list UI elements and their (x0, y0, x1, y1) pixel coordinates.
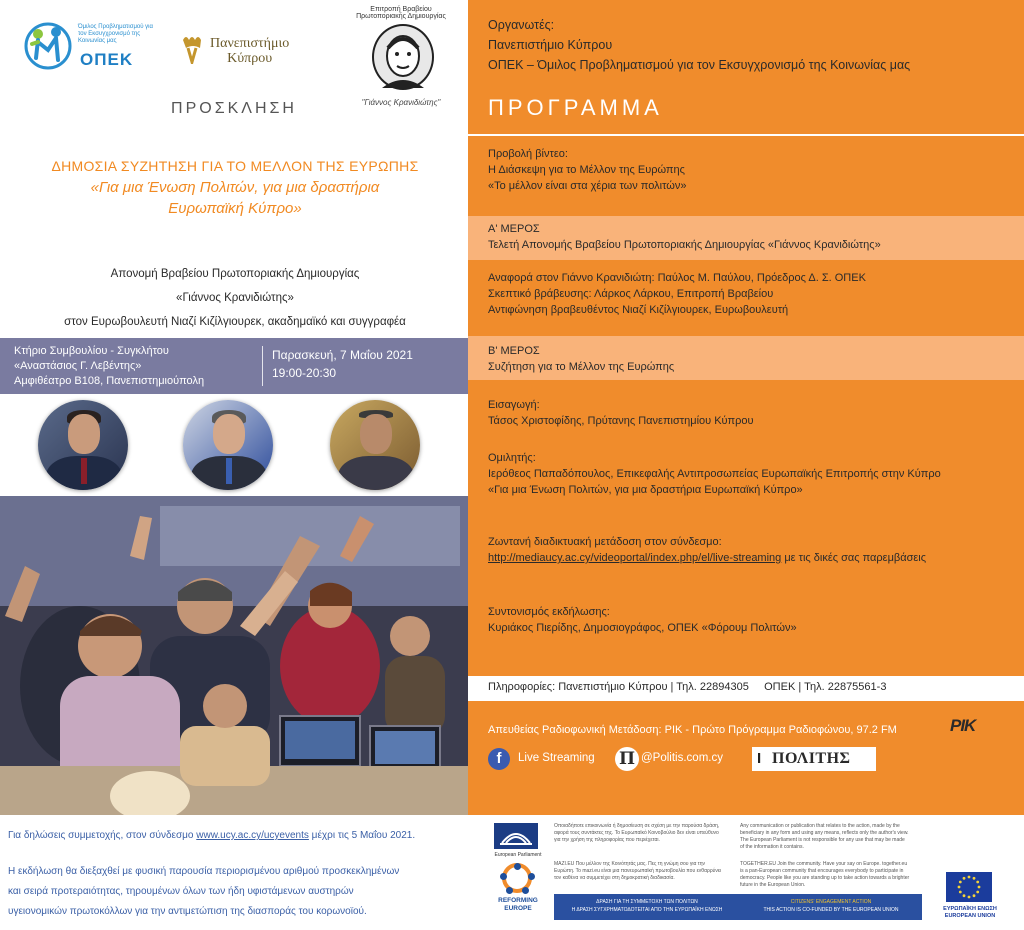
european-parliament-caption: European Parliament (494, 852, 542, 858)
award-line-3: στον Ευρωβουλευτή Νιαζί Κιζίλγιουρεκ, ακαδημαϊκό και συγγραφέα (64, 316, 406, 328)
venue-bar (0, 338, 468, 394)
part-a-detail-3: Αντιφώνηση βραβευθέντος Νιαζί Κιζίλγιουρεκ, Ευρωβουλευτή (488, 304, 789, 316)
speaker-person: Ιερόθεος Παπαδόπουλος, Επικεφαλής Αντιπροσωπείας Ευρωπαϊκής Επιτροπής στην Κύπρο (488, 468, 941, 480)
invitation-heading: ΠΡΟΣΚΛΗΣΗ (171, 100, 297, 117)
left-column (0, 0, 468, 815)
award-caption: "Γιάννος Κρανιδιώτης" (361, 98, 441, 107)
video-line-1: Η Διάσκεψη για το Μέλλον της Ευρώπης (488, 164, 685, 176)
conference-photo (0, 496, 468, 815)
together-eu-text: TOGETHER.EU Join the community. Have your say on Europe. together.eu is a pan-European community that encourages everybody to participate in democracy. People like you are standing up to take action towards a brighter future in the European Union. (740, 861, 910, 888)
event-title (20, 156, 450, 219)
disclaimer-english: Any communication or publication that relates to the action, made by the beneficiary in any form and using any means, reflects only the author's view. The European Parliament is not responsible for any use that may be made of the information it contains. (740, 823, 909, 850)
reforming-word: REFORMING (498, 897, 538, 904)
kranidiotis-award-logo (352, 6, 450, 112)
program-speaker (488, 450, 941, 498)
organizer-opek: ΟΠΕΚ – Όμιλος Προβληματισμού για τον Εκσυγχρονισμό της Κοινωνίας μας (488, 58, 911, 72)
politis-logo (752, 747, 876, 771)
info-phones: Πληροφορίες: Πανεπιστήμιο Κύπρου | Τηλ. 22894305 ΟΠΕΚ | Τηλ. 22875561-3 (488, 681, 887, 693)
event-subtitle-line1: «Για μια Ένωση Πολιτών, για μια δραστήρια (90, 179, 380, 196)
opek-people-icon (22, 20, 74, 72)
eu-flag-icon (946, 872, 992, 902)
speaker-label: Ομιλητής: (488, 452, 536, 464)
ucy-emblem-icon (180, 34, 206, 64)
speaker-photo-1 (38, 400, 128, 490)
europe-word: EUROPE (504, 905, 532, 912)
venue-divider (262, 346, 263, 386)
part-a-details (488, 270, 866, 318)
politis-pi-icon: Π (615, 747, 639, 771)
covid-line-3: υγειονομικών πρωτοκόλλων για την αντιμετώπιση της διασποράς του κορωνοϊού. (8, 906, 367, 917)
event-title-main: ΔΗΜΟΣΙΑ ΣΥΖΗΤΗΣΗ ΓΙΑ ΤΟ ΜΕΛΛΟΝ ΤΗΣ ΕΥΡΩΠΗΣ (51, 158, 419, 174)
venue-line-3: Αμφιθέατρο Β108, Πανεπιστημιούπολη (14, 375, 205, 387)
reforming-europe-logo (492, 863, 544, 923)
program-video (488, 146, 686, 194)
university-of-cyprus-logo (180, 32, 320, 72)
event-subtitle-line2: Ευρωπαϊκή Κύπρο» (168, 200, 302, 217)
stream-link[interactable]: http://mediaucy.ac.cy/videoportal/index.php/el/live-streaming (488, 552, 782, 564)
award-committee-text: Επιτροπή Βραβείου Πρωτοποριακής Δημιουργίας (356, 6, 446, 20)
right-column-program (468, 0, 1024, 815)
separator (468, 134, 1024, 136)
moderator-person: Κυριάκος Πιερίδης, Δημοσιογράφος, ΟΠΕΚ «Φόρουμ Πολιτών» (488, 622, 797, 634)
covid-line-2: και σειρά προτεραιότητας, τηρουμένων όλων των ήδη υφιστάμενων αυστηρών (8, 886, 354, 897)
event-datetime (272, 346, 413, 382)
speaker-photo-2 (183, 400, 273, 490)
registration-suffix: μέχρι τις 5 Μαΐου 2021. (308, 830, 416, 841)
politis-name: ΠΟΛΙΤΗΣ (772, 750, 851, 767)
part-a-band (468, 216, 1024, 260)
part-a-detail-2: Σκεπτικό βράβευσης: Λάρκος Λάρκου, Επιτροπή Βραβείου (488, 288, 774, 300)
politis-handle: @Politis.com.cy (641, 752, 723, 764)
part-a-ceremony: Τελετή Απονομής Βραβείου Πρωτοποριακής Δημιουργίας «Γιάννος Κρανιδιώτης» (488, 239, 881, 251)
part-a-label: Α' ΜΕΡΟΣ (488, 223, 540, 235)
award-description (20, 262, 450, 334)
opek-name: ΟΠΕΚ (80, 50, 134, 69)
speaker-topic: «Για μια Ένωση Πολιτών, για μια δραστήρια Ευρωπαϊκή Κύπρο» (488, 484, 803, 496)
award-line-1: Απονομή Βραβείου Πρωτοποριακής Δημιουργίας (110, 268, 360, 280)
part-b-discussion: Συζήτηση για το Μέλλον της Ευρώπης (488, 361, 675, 373)
radio-broadcast: Απευθείας Ραδιοφωνική Μετάδοση: ΡΙΚ - Πρώτο Πρόγραμμα Ραδιοφώνου, 97.2 FM (488, 724, 897, 736)
part-b-band (468, 336, 1024, 380)
stream-line (488, 550, 926, 566)
venue-line-1: Κτήριο Συμβουλίου - Συγκλήτου (14, 345, 169, 357)
rik-logo: ΡΙΚ (950, 716, 976, 735)
event-time: 19:00-20:30 (272, 366, 337, 380)
video-label: Προβολή βίντεο: (488, 148, 568, 160)
ucy-name: Πανεπιστήμιο Κύπρου (210, 36, 290, 66)
stream-suffix: με τις δικές σας παρεμβάσεις (781, 552, 927, 564)
logo-strip (0, 0, 468, 107)
venue-line-2: «Αναστάσιος Γ. Λεβέντης» (14, 360, 142, 372)
registration-note (8, 828, 478, 843)
covid-line-1: Η εκδήλωση θα διεξαχθεί με φυσική παρουσία περιορισμένου αριθμού προσκεκλημένων (8, 866, 400, 877)
mazi-eu-text: MAZI.EU Που μέλλον της Κοινότητάς μας. Πες τη γνώμη σου για την Ευρώπη. Το mazi.eu είναι μια πανευρωπαϊκή πρωτοβουλία που ενθαρρύνει τον καθένα να συμμετέχει στη δημοκρατική διαδικασία. (554, 861, 722, 881)
part-b-label: Β' ΜΕΡΟΣ (488, 345, 540, 357)
intro-label: Εισαγωγή: (488, 399, 540, 411)
program-stream (488, 534, 926, 566)
stream-label: Ζωντανή διαδικτυακή μετάδοση στον σύνδεσμο: (488, 536, 722, 548)
registration-link[interactable]: www.ucy.ac.cy/ucyevents (196, 830, 309, 841)
portrait-sketch-icon (372, 24, 434, 90)
intro-person: Τάσος Χριστοφίδης, Πρύτανης Πανεπιστημίου Κύπρου (488, 415, 754, 427)
video-line-2: «Το μέλλον είναι στα χέρια των πολιτών» (488, 180, 687, 192)
part-a-detail-1: Αναφορά στον Γιάννο Κρανιδιώτη: Παύλος Μ. Παύλου, Πρόεδρος Δ. Σ. ΟΠΕΚ (488, 272, 866, 284)
program-title: ΠΡΟΓΡΑΜΜΑ (488, 95, 663, 120)
citizens-action-band-greek: ΔΡΑΣΗ ΓΙΑ ΤΗ ΣΥΜΜΕΤΟΧΗ ΤΩΝ ΠΟΛΙΤΩΝ Η ΔΡΑΣΗ ΣΥΓΧΡΗΜΑΤΟΔΟΤΕΙΤΑΙ ΑΠΟ ΤΗΝ ΕΥΡΩΠΑΪΚΗ ΕΝΩΣΗ (554, 894, 740, 920)
facebook-icon[interactable]: f (488, 748, 510, 770)
bottom-strip (0, 815, 1024, 930)
european-parliament-logo (494, 823, 538, 849)
program-intro (488, 397, 754, 429)
eu-caption: ΕΥΡΩΠΑΪΚΗ ΕΝΩΣΗ EUROPEAN UNION (943, 906, 997, 919)
award-line-2: «Γιάννος Κρανιδιώτης» (176, 292, 294, 304)
venue-address (14, 344, 254, 389)
citizens-action-band-english: CITIZENS' ENGAGEMENT ACTION THIS ACTION IS CO-FUNDED BY THE EUROPEAN UNION (740, 894, 922, 920)
covid-note (8, 862, 478, 922)
organizers-label: Οργανωτές: (488, 18, 555, 32)
opek-logo (22, 20, 152, 80)
opek-tagline: Όμιλος Προβληματισμού για τον Εκσυγχρονισμό της Κοινωνίας μας (78, 24, 153, 44)
politis-flag-icon: Ι (757, 750, 762, 767)
registration-prefix: Για δηλώσεις συμμετοχής, στον σύνδεσμο (8, 830, 197, 841)
moderator-label: Συντονισμός εκδήλωσης: (488, 606, 610, 618)
speaker-photo-3 (330, 400, 420, 490)
disclaimer-greek: Οποιαδήποτε επικοινωνία ή δημοσίευση σε σχέση με την παρούσα δράση, αφορά τους συντάκτες της. Το Ευρωπαϊκό Κοινοβούλιο δεν είναι υπεύθυνο για την χρήση της πληροφορίας που περιέχεται. (554, 823, 720, 843)
event-date: Παρασκευή, 7 Μαΐου 2021 (272, 348, 413, 362)
program-moderator (488, 604, 797, 636)
organizer-ucy: Πανεπιστήμιο Κύπρου (488, 38, 613, 52)
info-bar (468, 676, 1024, 701)
live-streaming-label: Live Streaming (518, 752, 595, 764)
